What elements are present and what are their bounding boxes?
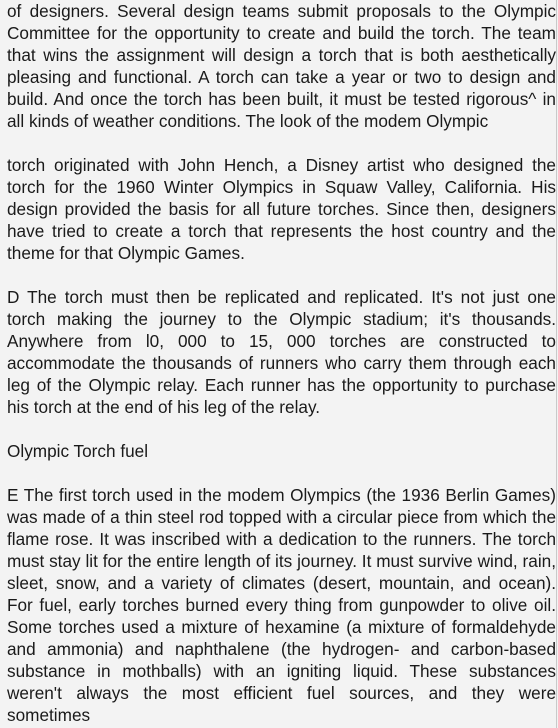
paragraph-john-hench: torch originated with John Hench, a Disney artist who designed the torch for the 1960 Winter Olympics in Squaw Valley, California. His design provided the basis for all future torches. Since then, designers have tried to create a torch that represents the host country and the theme for that Olympic Games. (7, 155, 556, 263)
paragraph-d-replication: D The torch must then be replicated and replicated. It's not just one torch making the journey to the Olympic stadium; it's thousands. Anywhere from l0, 000 to 15, 000 torches are constructed to accommodate the thousands of runners who carry them through each leg of the Olympic relay. Each runner has the opportunity to purchase his torch at the end of his leg of the relay. (7, 287, 556, 417)
paragraph-gap (7, 264, 556, 286)
paragraph-gap (7, 462, 556, 484)
paragraph-gap (7, 132, 556, 154)
paragraph-e-fuel: E The first torch used in the modem Olympics (the 1936 Berlin Games) was made of a thin steel rod topped with a circular piece from which the flame rose. It was inscribed with a dedication to the runners. The torch must stay lit for the entire length of its journey. It must survive wind, rain, sleet, snow, and a variety of climates (desert, mountain, and ocean). For fuel, early torches burned every thing from gunpowder to olive oil. Some torches used a mixture of hexamine (a mixture of formaldehyde and ammonia) and naphthalene (the hydrogen- and carbon-based substance in mothballs) with an igniting liquid. These substances weren't always the most efficient fuel sources, and they were sometimes (7, 485, 556, 725)
page-edge-divider (556, 0, 557, 728)
paragraph-designers: of designers. Several design teams submit proposals to the Olympic Committee for the opportunity to create and build the torch. The team that wins the assignment will design a torch that is both aesthetically pleasing and functional. A torch can take a year or two to design and build. And once the torch has been built, it must be tested rigorous^ in all kinds of weather conditions. The look of the modem Olympic (7, 1, 556, 131)
paragraph-gap (7, 418, 556, 440)
section-heading-torch-fuel: Olympic Torch fuel (7, 441, 149, 461)
